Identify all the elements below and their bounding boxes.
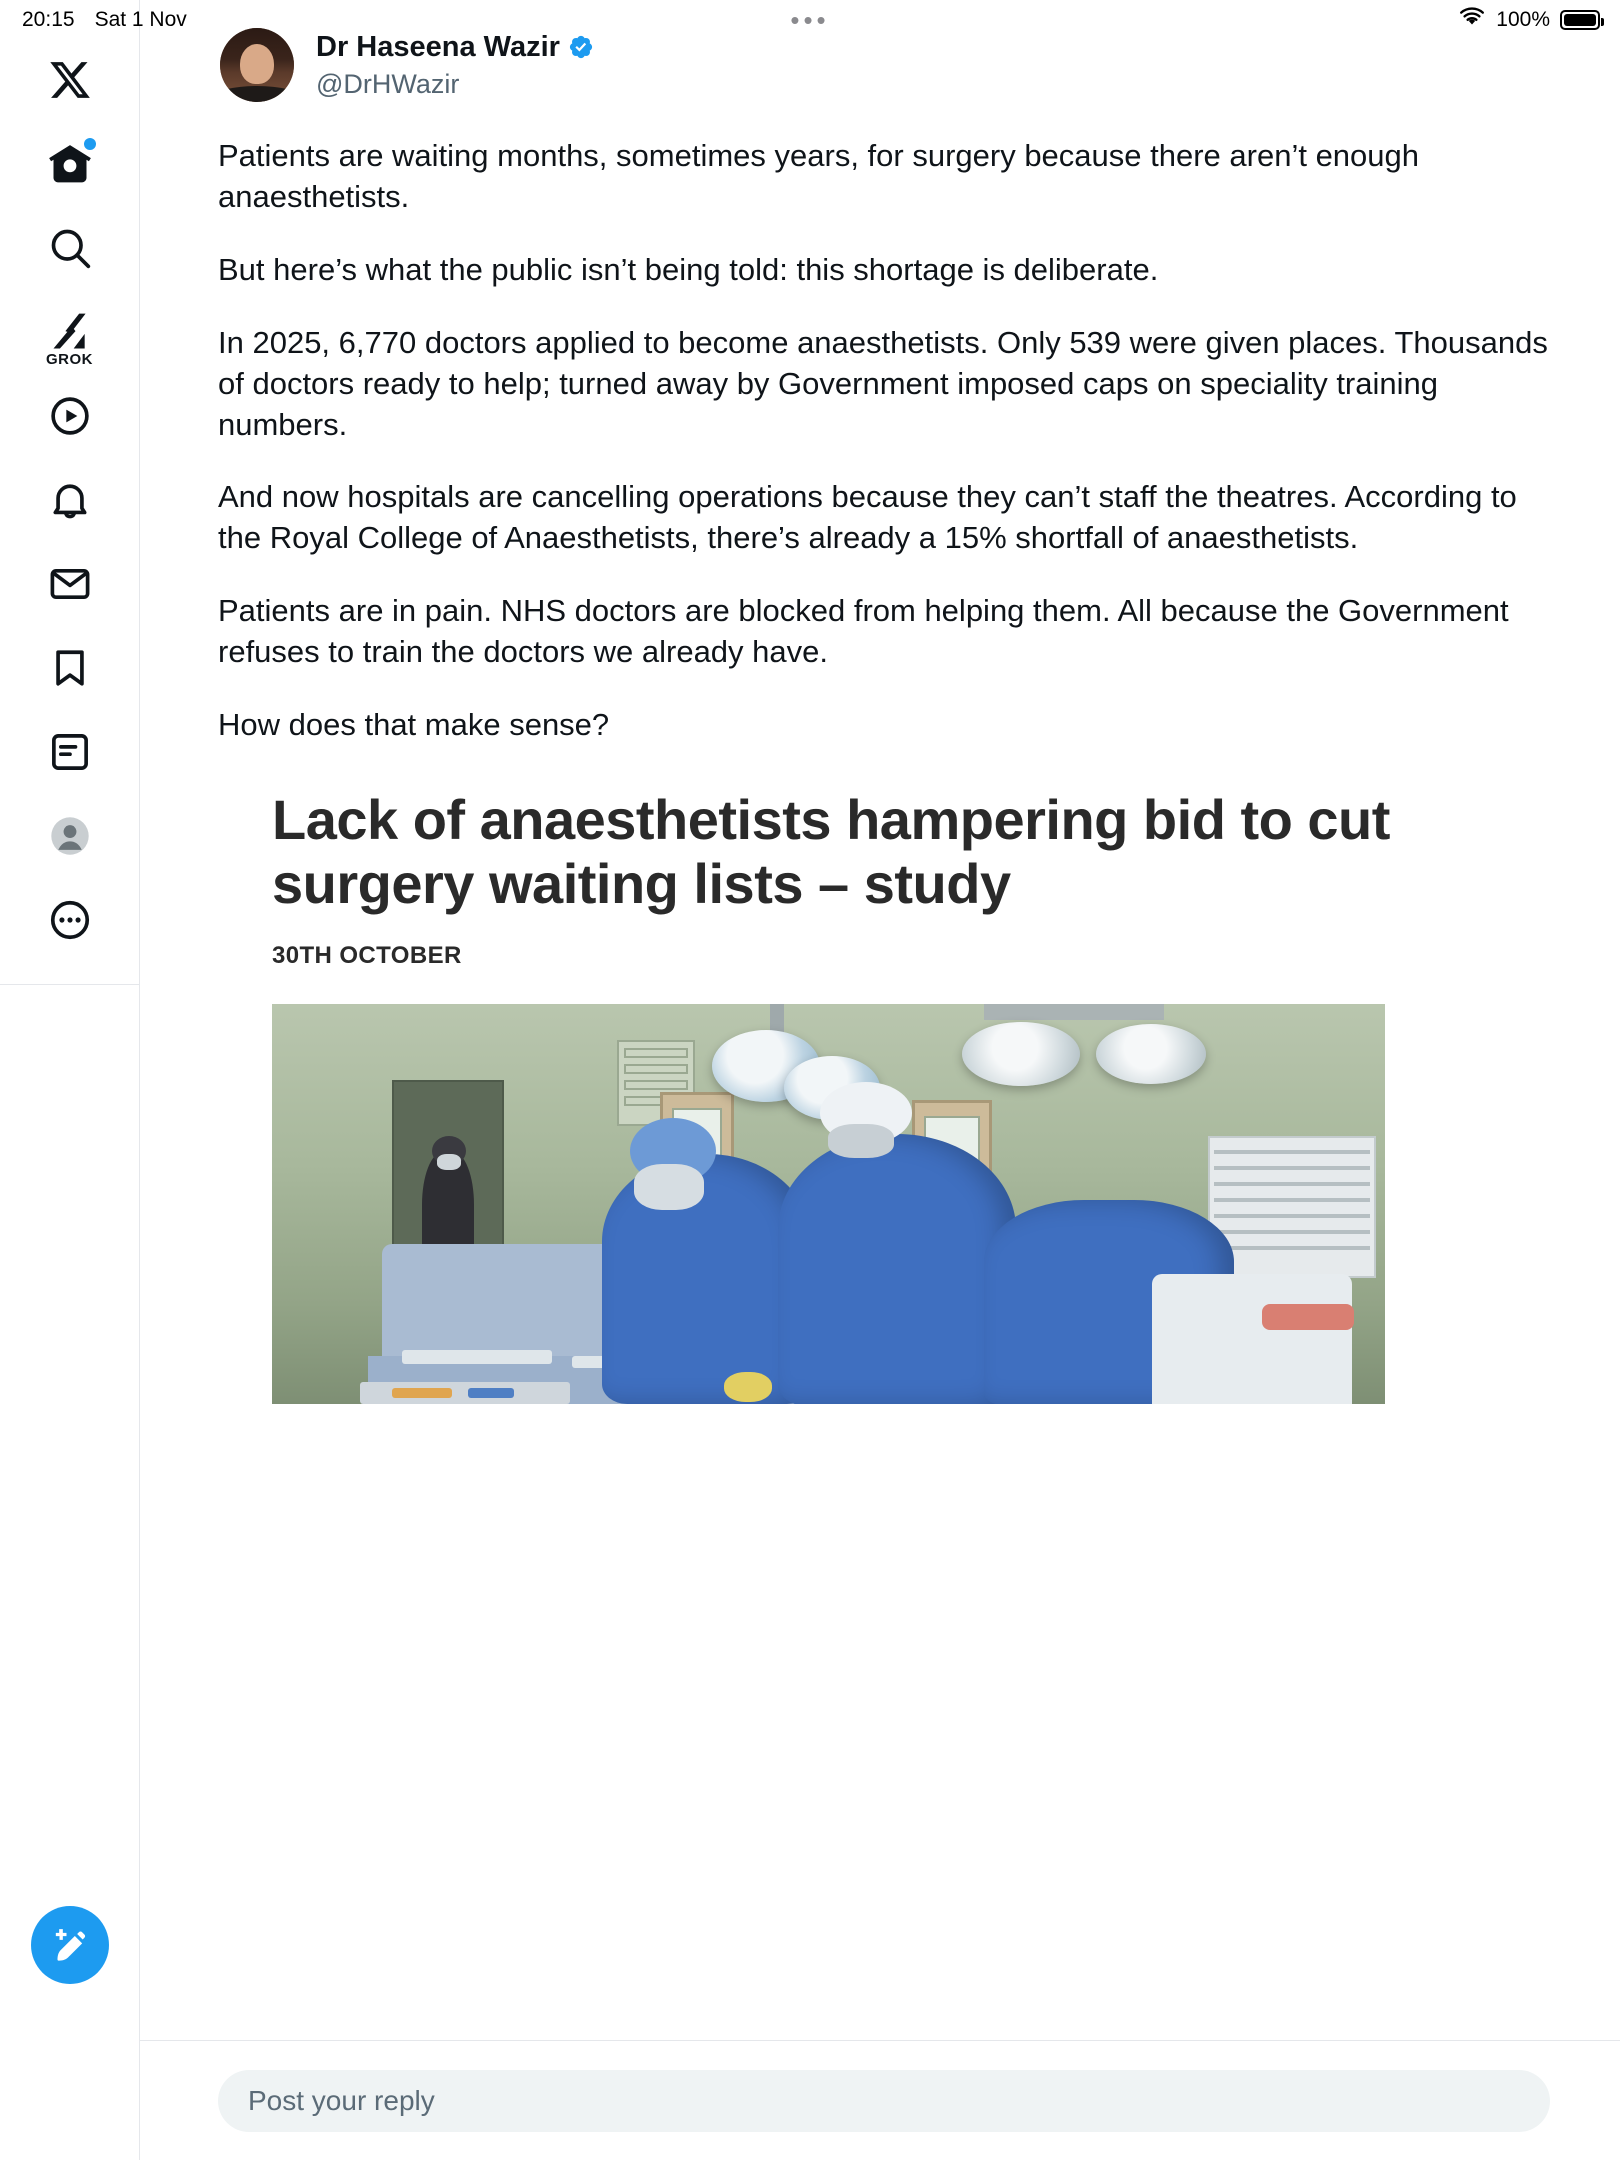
wifi-icon — [1458, 6, 1486, 34]
tweet-paragraph: Patients are waiting months, sometimes years, for surgery because there aren’t enough anaesthetists. — [218, 138, 1420, 214]
tweet-paragraph: In 2025, 6,770 doctors applied to become anaesthetists. Only 539 were given places. Thousands of doctors ready to help; turned away by Government imposed caps on speciality training numbers. — [218, 324, 1548, 442]
sidebar-item-messages[interactable] — [28, 542, 112, 626]
sidebar-item-x-logo[interactable] — [28, 38, 112, 122]
sidebar-item-notifications[interactable] — [28, 458, 112, 542]
author-display-name: Dr Haseena Wazir — [316, 31, 560, 63]
sidebar-item-lists[interactable] — [28, 710, 112, 794]
compose-post-button[interactable] — [31, 1906, 109, 1984]
article-date: 30TH OCTOBER — [272, 941, 462, 969]
tweet-paragraph: How does that make sense? — [218, 707, 610, 743]
status-right-cluster — [1458, 6, 1600, 34]
post-detail-column — [140, 0, 1620, 2160]
article-card[interactable] — [140, 788, 1620, 1404]
grok-icon — [48, 310, 92, 354]
home-badge-dot — [84, 138, 96, 150]
article-headline: Lack of anaesthetists hampering bid to cut surgery waiting lists – study — [272, 787, 1390, 915]
sidebar-item-profile[interactable] — [28, 794, 112, 878]
reply-bar — [140, 2040, 1620, 2160]
sidebar-item-bookmarks[interactable] — [28, 626, 112, 710]
battery-percent: 100% — [1496, 8, 1550, 31]
tweet-text — [140, 102, 1620, 746]
status-date: Sat 1 Nov — [94, 8, 187, 31]
status-bar — [0, 0, 1620, 40]
sidebar-item-home[interactable] — [28, 122, 112, 206]
window-menu-dots[interactable]: ••• — [790, 5, 830, 35]
reply-input[interactable] — [218, 2070, 1550, 2132]
x-logo-icon — [48, 58, 92, 102]
bookmark-icon — [48, 646, 92, 690]
profile-icon — [48, 814, 92, 858]
tweet-paragraph: But here’s what the public isn’t being told: this shortage is deliberate. — [218, 251, 1159, 287]
sidebar-divider — [0, 984, 140, 985]
battery-icon — [1560, 10, 1600, 30]
bell-icon — [48, 478, 92, 522]
sidebar-item-video[interactable] — [28, 374, 112, 458]
lists-icon — [48, 730, 92, 774]
sidebar-item-search[interactable] — [28, 206, 112, 290]
tweet-paragraph: And now hospitals are cancelling operations because they can’t staff the theatres. According to the Royal College of Anaesthetists, there’s already a 15% shortfall of anaesthetists. — [218, 479, 1517, 556]
compose-icon — [50, 1925, 90, 1965]
more-icon — [48, 898, 92, 942]
video-icon — [48, 394, 92, 438]
author-handle: @DrHWazir — [316, 68, 460, 99]
search-icon — [48, 226, 92, 270]
sidebar-item-more[interactable] — [28, 878, 112, 962]
home-icon — [48, 142, 92, 186]
sidebar — [0, 0, 140, 2160]
article-image[interactable] — [272, 1004, 1385, 1404]
grok-label: GROK — [46, 351, 93, 368]
sidebar-item-grok[interactable] — [28, 290, 112, 374]
status-time: 20:15 — [22, 8, 75, 31]
mail-icon — [48, 562, 92, 606]
tweet-paragraph: Patients are in pain. NHS doctors are blocked from helping them. All because the Government refuses to train the doctors we already have. — [218, 593, 1509, 670]
